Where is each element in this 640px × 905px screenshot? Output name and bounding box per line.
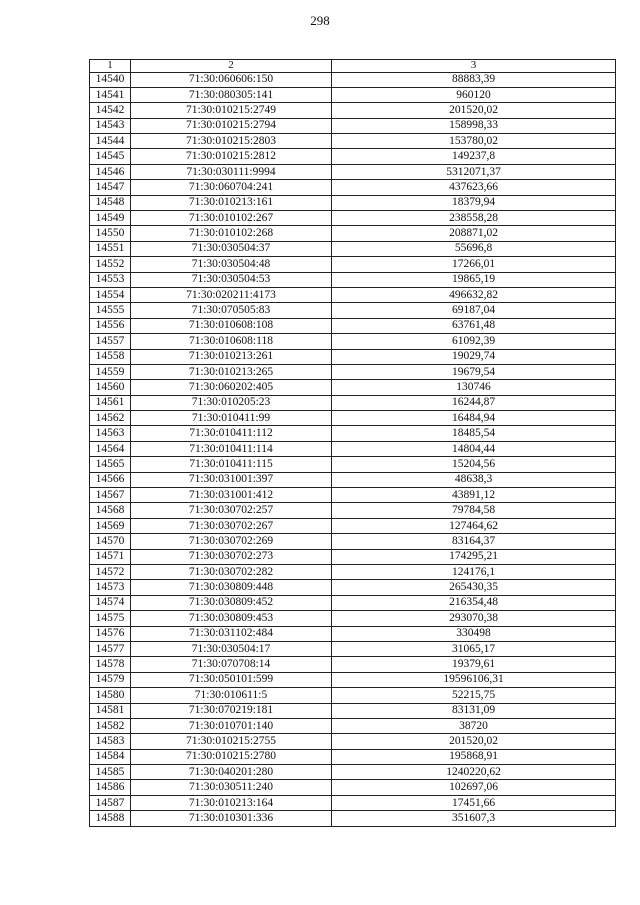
value-cell: 18379,94 (332, 195, 616, 210)
value-cell: 216354,48 (332, 595, 616, 610)
row-number-cell: 14572 (90, 565, 131, 580)
row-number-cell: 14578 (90, 657, 131, 672)
table-row (90, 534, 616, 549)
value-cell: 174295,21 (332, 549, 616, 564)
row-number-cell: 14588 (90, 811, 131, 826)
row-number-cell: 14579 (90, 672, 131, 687)
table-row (90, 811, 616, 826)
cadastral-id-cell: 71:30:010215:2780 (131, 749, 332, 764)
table-row (90, 580, 616, 595)
column-header-cadastral-id: 2 (131, 60, 332, 73)
table-row (90, 134, 616, 149)
value-cell: 69187,04 (332, 303, 616, 318)
cadastral-id-cell: 71:30:080305:141 (131, 87, 332, 102)
table-row (90, 272, 616, 287)
cadastral-id-cell: 71:30:010102:267 (131, 211, 332, 226)
cadastral-id-cell: 71:30:040201:280 (131, 765, 332, 780)
value-cell: 351607,3 (332, 811, 616, 826)
value-cell: 16484,94 (332, 411, 616, 426)
row-number-cell: 14556 (90, 318, 131, 333)
table-row (90, 195, 616, 210)
cadastral-id-cell: 71:30:060704:241 (131, 180, 332, 195)
table-row (90, 103, 616, 118)
table-row (90, 426, 616, 441)
table-row (90, 765, 616, 780)
row-number-cell: 14561 (90, 395, 131, 410)
table-row (90, 672, 616, 687)
table-row (90, 718, 616, 733)
value-cell: 153780,02 (332, 134, 616, 149)
cadastral-id-cell: 71:30:010608:118 (131, 334, 332, 349)
value-cell: 130746 (332, 380, 616, 395)
cadastral-id-cell: 71:30:010215:2794 (131, 118, 332, 133)
value-cell: 149237,8 (332, 149, 616, 164)
value-cell: 437623,66 (332, 180, 616, 195)
cadastral-id-cell: 71:30:010213:161 (131, 195, 332, 210)
value-cell: 48638,3 (332, 472, 616, 487)
cadastral-id-cell: 71:30:030504:37 (131, 241, 332, 256)
row-number-cell: 14568 (90, 503, 131, 518)
value-cell: 330498 (332, 626, 616, 641)
row-number-cell: 14551 (90, 241, 131, 256)
row-number-cell: 14580 (90, 688, 131, 703)
value-cell: 14804,44 (332, 441, 616, 456)
cadastral-id-cell: 71:30:070708:14 (131, 657, 332, 672)
value-cell: 31065,17 (332, 641, 616, 656)
table-row (90, 488, 616, 503)
table-row (90, 87, 616, 102)
value-cell: 18485,54 (332, 426, 616, 441)
value-cell: 79784,58 (332, 503, 616, 518)
row-number-cell: 14571 (90, 549, 131, 564)
row-number-cell: 14543 (90, 118, 131, 133)
cadastral-id-cell: 71:30:010213:261 (131, 349, 332, 364)
cadastral-id-cell: 71:30:031102:484 (131, 626, 332, 641)
cadastral-id-cell: 71:30:010701:140 (131, 718, 332, 733)
table-row (90, 734, 616, 749)
table-row (90, 334, 616, 349)
cadastral-id-cell: 71:30:010215:2749 (131, 103, 332, 118)
cadastral-id-cell: 71:30:030111:9994 (131, 164, 332, 179)
row-number-cell: 14573 (90, 580, 131, 595)
table-row (90, 303, 616, 318)
cadastral-id-cell: 71:30:030504:48 (131, 257, 332, 272)
value-cell: 19596106,31 (332, 672, 616, 687)
table-row (90, 565, 616, 580)
table-header-row (90, 60, 616, 73)
table-row (90, 703, 616, 718)
cadastral-id-cell: 71:30:030702:257 (131, 503, 332, 518)
cadastral-id-cell: 71:30:010411:112 (131, 426, 332, 441)
cadastral-id-cell: 71:30:010213:164 (131, 795, 332, 810)
table-row (90, 72, 616, 87)
value-cell: 83131,09 (332, 703, 616, 718)
row-number-cell: 14565 (90, 457, 131, 472)
cadastral-id-cell: 71:30:010213:265 (131, 364, 332, 379)
cadastral-id-cell: 71:30:010215:2812 (131, 149, 332, 164)
table-row (90, 349, 616, 364)
table-row (90, 611, 616, 626)
row-number-cell: 14586 (90, 780, 131, 795)
row-number-cell: 14540 (90, 72, 131, 87)
row-number-cell: 14563 (90, 426, 131, 441)
table-row (90, 503, 616, 518)
cadastral-id-cell: 71:30:031001:397 (131, 472, 332, 487)
cadastral-id-cell: 71:30:030809:448 (131, 580, 332, 595)
value-cell: 55696,8 (332, 241, 616, 256)
row-number-cell: 14559 (90, 364, 131, 379)
cadastral-id-cell: 71:30:030702:282 (131, 565, 332, 580)
value-cell: 17266,01 (332, 257, 616, 272)
row-number-cell: 14569 (90, 518, 131, 533)
row-number-cell: 14550 (90, 226, 131, 241)
row-number-cell: 14562 (90, 411, 131, 426)
row-number-cell: 14583 (90, 734, 131, 749)
table-row (90, 595, 616, 610)
value-cell: 61092,39 (332, 334, 616, 349)
cadastral-id-cell: 71:30:031001:412 (131, 488, 332, 503)
row-number-cell: 14587 (90, 795, 131, 810)
table-row (90, 780, 616, 795)
table-row (90, 318, 616, 333)
table-row (90, 688, 616, 703)
cadastral-id-cell: 71:30:010608:108 (131, 318, 332, 333)
value-cell: 88883,39 (332, 72, 616, 87)
value-cell: 52215,75 (332, 688, 616, 703)
value-cell: 19679,54 (332, 364, 616, 379)
table-row (90, 626, 616, 641)
column-header-value: 3 (332, 60, 616, 73)
value-cell: 5312071,37 (332, 164, 616, 179)
row-number-cell: 14557 (90, 334, 131, 349)
value-cell: 127464,62 (332, 518, 616, 533)
row-number-cell: 14553 (90, 272, 131, 287)
value-cell: 201520,02 (332, 103, 616, 118)
value-cell: 15204,56 (332, 457, 616, 472)
value-cell: 102697,06 (332, 780, 616, 795)
value-cell: 17451,66 (332, 795, 616, 810)
table-row (90, 441, 616, 456)
cadastral-id-cell: 71:30:010205:23 (131, 395, 332, 410)
row-number-cell: 14542 (90, 103, 131, 118)
table-row (90, 287, 616, 302)
row-number-cell: 14564 (90, 441, 131, 456)
value-cell: 158998,33 (332, 118, 616, 133)
table-row (90, 180, 616, 195)
table-row (90, 211, 616, 226)
value-cell: 83164,37 (332, 534, 616, 549)
table-row (90, 226, 616, 241)
column-header-number: 1 (90, 60, 131, 73)
table-row (90, 149, 616, 164)
row-number-cell: 14584 (90, 749, 131, 764)
table-row (90, 118, 616, 133)
table-row (90, 518, 616, 533)
row-number-cell: 14576 (90, 626, 131, 641)
row-number-cell: 14567 (90, 488, 131, 503)
row-number-cell: 14558 (90, 349, 131, 364)
table-row (90, 241, 616, 256)
cadastral-id-cell: 71:30:030504:17 (131, 641, 332, 656)
cadastral-id-cell: 71:30:010215:2803 (131, 134, 332, 149)
row-number-cell: 14560 (90, 380, 131, 395)
cadastral-id-cell: 71:30:070505:83 (131, 303, 332, 318)
row-number-cell: 14566 (90, 472, 131, 487)
table-body (90, 72, 616, 826)
row-number-cell: 14577 (90, 641, 131, 656)
row-number-cell: 14555 (90, 303, 131, 318)
value-cell: 293070,38 (332, 611, 616, 626)
table-row (90, 364, 616, 379)
value-cell: 238558,28 (332, 211, 616, 226)
value-cell: 960120 (332, 87, 616, 102)
value-cell: 63761,48 (332, 318, 616, 333)
row-number-cell: 14545 (90, 149, 131, 164)
value-cell: 19379,61 (332, 657, 616, 672)
row-number-cell: 14554 (90, 287, 131, 302)
cadastral-value-table (89, 59, 616, 827)
cadastral-id-cell: 71:30:030702:273 (131, 549, 332, 564)
row-number-cell: 14574 (90, 595, 131, 610)
value-cell: 201520,02 (332, 734, 616, 749)
value-cell: 19865,19 (332, 272, 616, 287)
table-row (90, 164, 616, 179)
row-number-cell: 14582 (90, 718, 131, 733)
table-row (90, 657, 616, 672)
cadastral-id-cell: 71:30:010215:2755 (131, 734, 332, 749)
cadastral-id-cell: 71:30:030702:269 (131, 534, 332, 549)
cadastral-id-cell: 71:30:060202:405 (131, 380, 332, 395)
cadastral-id-cell: 71:30:010411:114 (131, 441, 332, 456)
cadastral-id-cell: 71:30:010611:5 (131, 688, 332, 703)
row-number-cell: 14581 (90, 703, 131, 718)
row-number-cell: 14548 (90, 195, 131, 210)
row-number-cell: 14547 (90, 180, 131, 195)
row-number-cell: 14546 (90, 164, 131, 179)
cadastral-id-cell: 71:30:010301:336 (131, 811, 332, 826)
cadastral-id-cell: 71:30:030809:453 (131, 611, 332, 626)
value-cell: 265430,35 (332, 580, 616, 595)
cadastral-id-cell: 71:30:030809:452 (131, 595, 332, 610)
value-cell: 1240220,62 (332, 765, 616, 780)
cadastral-id-cell: 71:30:010102:268 (131, 226, 332, 241)
table-row (90, 472, 616, 487)
cadastral-id-cell: 71:30:020211:4173 (131, 287, 332, 302)
row-number-cell: 14575 (90, 611, 131, 626)
row-number-cell: 14541 (90, 87, 131, 102)
cadastral-id-cell: 71:30:060606:150 (131, 72, 332, 87)
cadastral-id-cell: 71:30:070219:181 (131, 703, 332, 718)
cadastral-id-cell: 71:30:030511:240 (131, 780, 332, 795)
table-row (90, 749, 616, 764)
row-number-cell: 14570 (90, 534, 131, 549)
value-cell: 496632,82 (332, 287, 616, 302)
value-cell: 124176,1 (332, 565, 616, 580)
table-row (90, 395, 616, 410)
cadastral-id-cell: 71:30:030504:53 (131, 272, 332, 287)
cadastral-id-cell: 71:30:030702:267 (131, 518, 332, 533)
table-row (90, 257, 616, 272)
row-number-cell: 14549 (90, 211, 131, 226)
table-row (90, 641, 616, 656)
row-number-cell: 14585 (90, 765, 131, 780)
table-row (90, 380, 616, 395)
value-cell: 43891,12 (332, 488, 616, 503)
table-row (90, 795, 616, 810)
table-row (90, 457, 616, 472)
table-row (90, 411, 616, 426)
table-row (90, 549, 616, 564)
cadastral-id-cell: 71:30:010411:115 (131, 457, 332, 472)
page-number: 298 (310, 13, 330, 28)
value-cell: 195868,91 (332, 749, 616, 764)
value-cell: 16244,87 (332, 395, 616, 410)
row-number-cell: 14552 (90, 257, 131, 272)
cadastral-id-cell: 71:30:010411:99 (131, 411, 332, 426)
value-cell: 19029,74 (332, 349, 616, 364)
value-cell: 38720 (332, 718, 616, 733)
cadastral-id-cell: 71:30:050101:599 (131, 672, 332, 687)
row-number-cell: 14544 (90, 134, 131, 149)
value-cell: 208871,02 (332, 226, 616, 241)
